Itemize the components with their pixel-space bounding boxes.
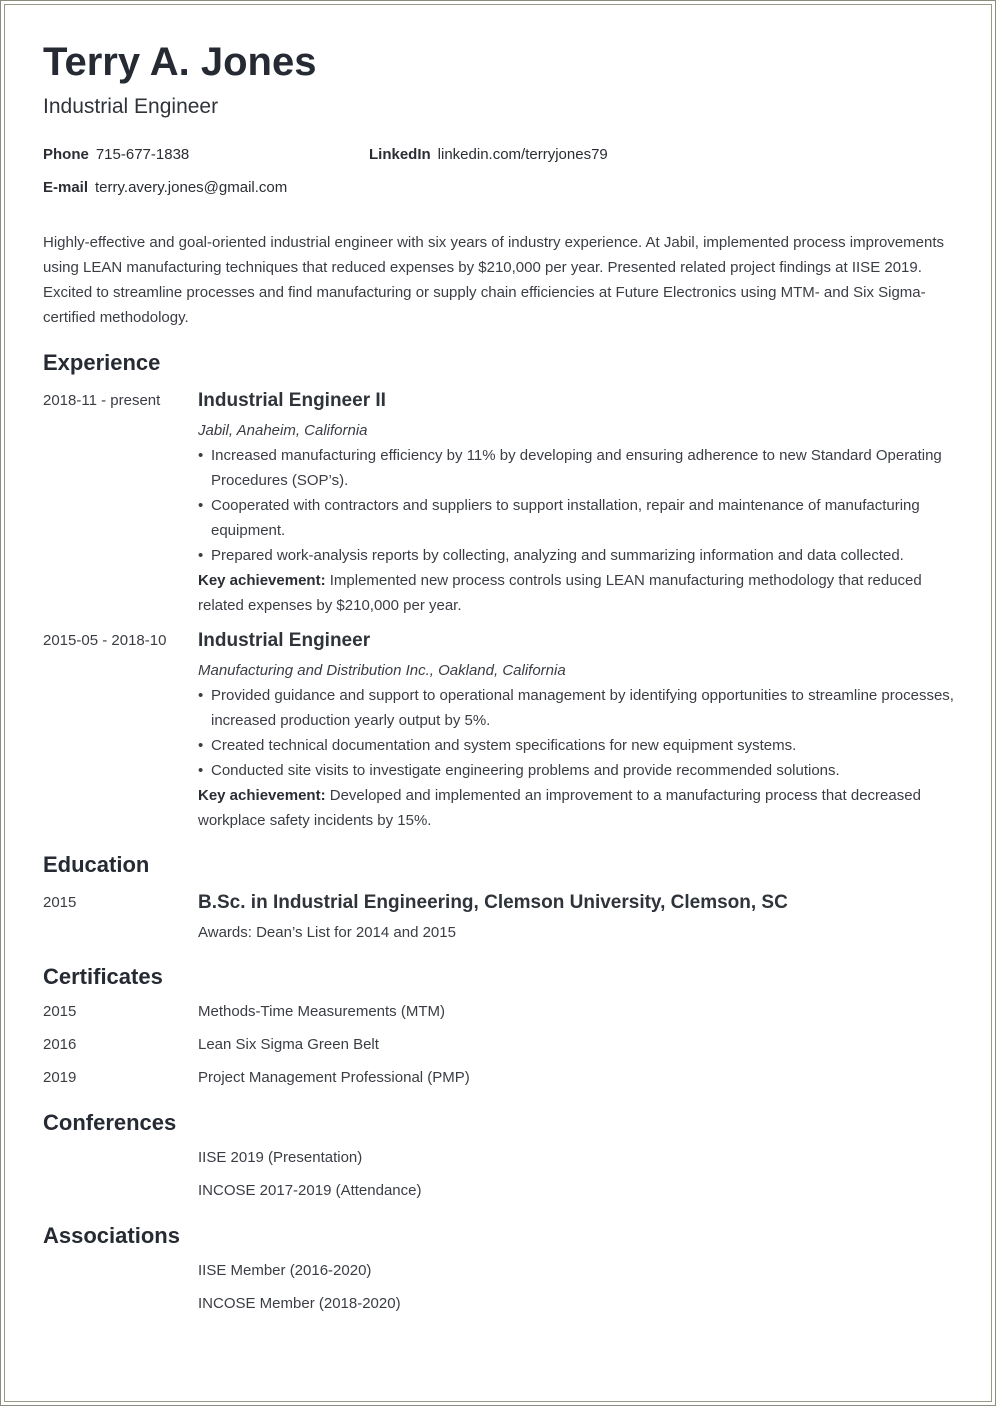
contact-email (43, 179, 287, 196)
job-achievement (198, 568, 958, 618)
achievement-text: Developed and implemented an improvement to a manufacturing process that decreased workplace safety incidents by 15%. (198, 787, 921, 829)
candidate-name: Terry A. Jones (43, 40, 317, 84)
job-company: Jabil, Anaheim, California (198, 422, 368, 439)
job-bullets (198, 683, 958, 783)
conference-item: IISE 2019 (Presentation) (198, 1149, 363, 1166)
education-entry (198, 892, 958, 945)
linkedin-label: LinkedIn (369, 146, 431, 163)
contact-linkedin (369, 146, 608, 163)
certificate-name: Project Management Professional (PMP) (198, 1069, 470, 1086)
phone-label: Phone (43, 146, 89, 163)
candidate-title: Industrial Engineer (43, 95, 219, 118)
conference-item: INCOSE 2017-2019 (Attendance) (198, 1182, 422, 1199)
job-dates: 2018-11 - present (43, 392, 161, 409)
achievement-label: Key achievement: (198, 572, 326, 589)
summary: Highly-effective and goal-oriented industrial engineer with six years of industry experience. At Jabil, implemented process improvements using LEAN manufacturing techniques that reduced expenses by $210,000 per year. Presented related project findings at IISE 2019. Excited to streamline processes and find manufacturing or supply chain efficiencies at Future Electronics using MTM- and Six Sigma-certified methodology. (43, 234, 945, 326)
education-year: 2015 (43, 894, 77, 911)
job-bullet: • Provided guidance and support to operational management by identifying opportunities to streamline processes, increased production yearly output by 5%. (198, 683, 958, 733)
association-item: IISE Member (2016-2020) (198, 1262, 372, 1279)
association-item: INCOSE Member (2018-2020) (198, 1295, 401, 1312)
certificate-year: 2016 (43, 1036, 77, 1053)
job-title: Industrial Engineer II (198, 390, 386, 411)
certificate-year: 2019 (43, 1069, 77, 1086)
education-awards: Awards: Dean’s List for 2014 and 2015 (198, 924, 456, 941)
job-bullet: • Created technical documentation and system specifications for new equipment systems. (198, 733, 958, 758)
job-bullet: • Increased manufacturing efficiency by 11% by developing and ensuring adherence to new Standard Operating Procedures (SOP’s). (198, 443, 958, 493)
job-bullet: • Conducted site visits to investigate engineering problems and provide recommended solutions. (198, 758, 958, 783)
certificate-name: Lean Six Sigma Green Belt (198, 1036, 379, 1053)
achievement-label: Key achievement: (198, 787, 326, 804)
job-achievement (198, 783, 958, 833)
education-degree: B.Sc. in Industrial Engineering, Clemson University, Clemson, SC (198, 892, 788, 913)
job-bullet: • Cooperated with contractors and suppliers to support installation, repair and maintenance of manufacturing equipment. (198, 493, 958, 543)
job-dates: 2015-05 - 2018-10 (43, 632, 167, 649)
conferences-heading: Conferences (43, 1110, 177, 1135)
certificate-name: Methods-Time Measurements (MTM) (198, 1003, 445, 1020)
job-bullet: • Prepared work-analysis reports by collecting, analyzing and summarizing information and data collected. (198, 543, 958, 568)
job-entry (198, 630, 958, 833)
education-heading: Education (43, 852, 150, 877)
contact-phone (43, 146, 189, 163)
associations-heading: Associations (43, 1223, 180, 1248)
experience-heading: Experience (43, 350, 161, 375)
job-company: Manufacturing and Distribution Inc., Oakland, California (198, 662, 566, 679)
email-value: terry.avery.jones@gmail.com (95, 179, 288, 196)
job-entry (198, 390, 958, 618)
certificate-year: 2015 (43, 1003, 77, 1020)
linkedin-value: linkedin.com/terryjones79 (437, 146, 608, 163)
certificates-heading: Certificates (43, 964, 163, 989)
job-bullets (198, 443, 958, 568)
phone-value: 715-677-1838 (95, 146, 190, 163)
email-label: E-mail (43, 179, 89, 196)
achievement-text: Implemented new process controls using LEAN manufacturing methodology that reduced related expenses by $210,000 per year. (198, 572, 922, 614)
job-title: Industrial Engineer (198, 630, 371, 651)
